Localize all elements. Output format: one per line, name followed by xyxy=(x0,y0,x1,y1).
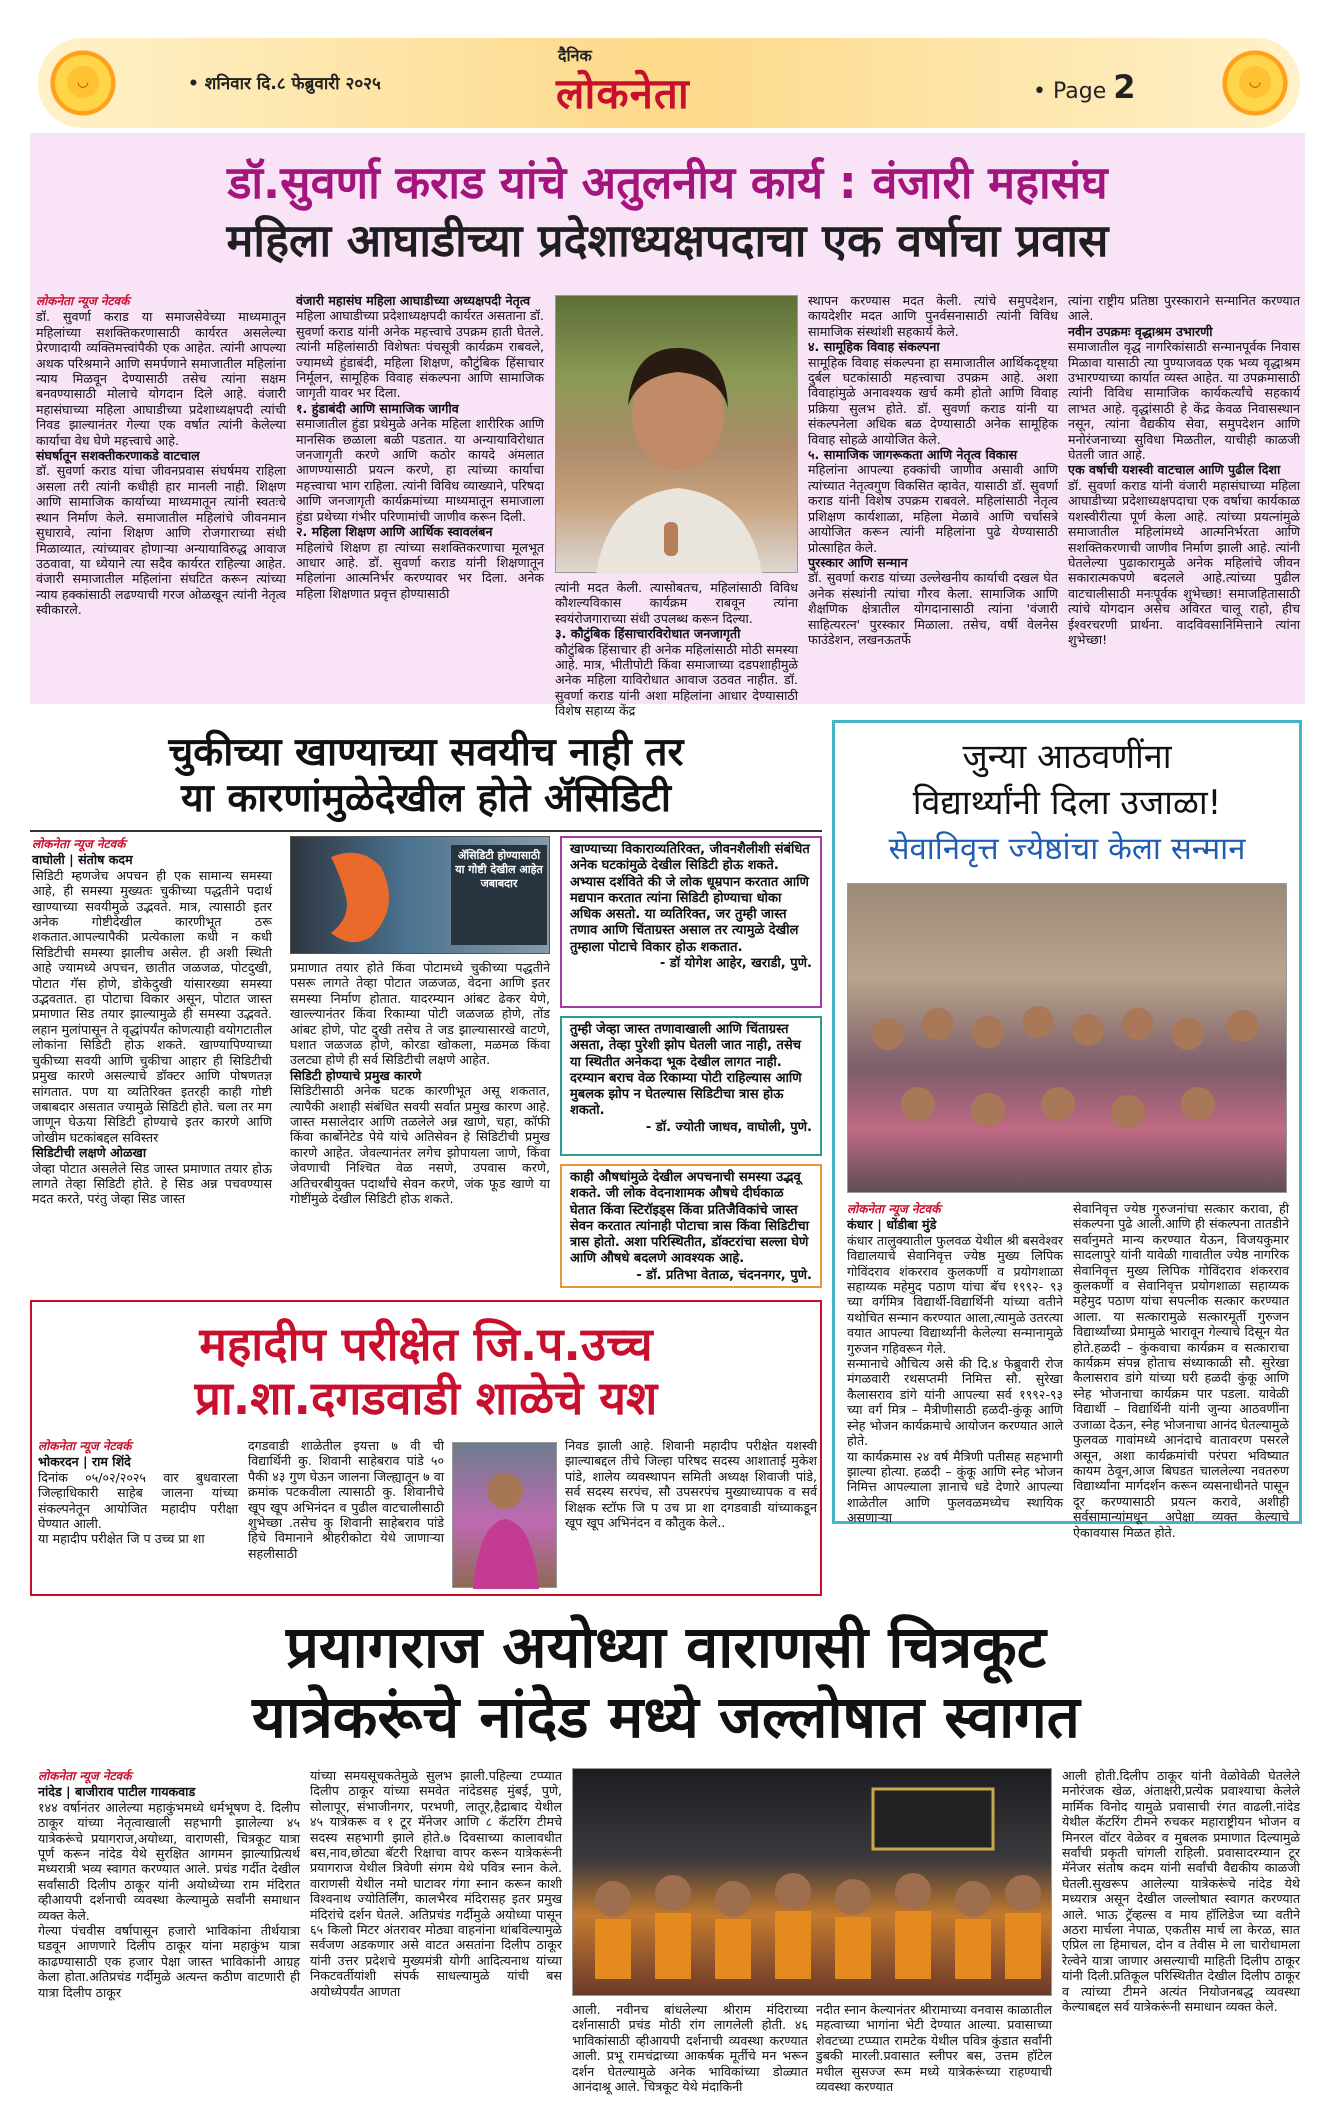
story1-headline-line2: महिला आघाडीच्या प्रदेशाध्यक्षपदाचा एक वर्षाचा प्रवास xyxy=(226,214,1109,267)
group-photo xyxy=(847,883,1287,1193)
story3-headline-line1: जुन्या आठवणींना xyxy=(962,737,1172,777)
story-suvarna-karad xyxy=(30,133,1305,719)
story5-headline-line2: यात्रेकरूंचे नांदेड मध्ये जल्लोषात स्वागत xyxy=(252,1683,1080,1751)
story-pilgrims xyxy=(30,1606,1302,2111)
byline: कंधार | धोंडीबा मुंडे xyxy=(847,1217,937,1233)
story2-headline-line2: या कारणांमुळेदेखील होते ॲसिडिटी xyxy=(181,776,671,821)
story4-column-2: दगडवाडी शाळेतील इयत्ता ७ वी ची विद्यार्थिनी कु. शिवानी साहेबराव पांडे ५० पैकी ४३ गुण घेऊन जालना जिल्ह्यातून ७ वा क्रमांक पटकवीला त्यासाठी कु. शिवानीचे खूप खूप अभिनंदन व पुढील वाटचालीसाठी शुभेच्छा .तसेच कु शिवानी साहेबराव पांडे हिचे विमानाने श्रीहरीकोटा येथे जाणाऱ्या सहलीसाठी xyxy=(248,1438,444,1561)
student-photo xyxy=(452,1442,557,1588)
story4-column-3: निवड झाली आहे. शिवानी महादीप परीक्षेत यशस्वी झाल्याबद्दल तीचे जिल्हा परिषद सदस्य आशाताई मुकेश पांडे, शालेय व्यवस्थापन समिती अध्यक्ष शिवाजी पांडे, सर्व सदस्य सरपंच, सौ उपसरपंच मुख्याध्यापक व सर्व शिक्षक स्टॉफ जि प उच प्रा शा दगडवाडी यांच्याकडून खूप खूप अभिनंदन व कौतुक केले.. xyxy=(565,1438,817,1531)
portrait-photo xyxy=(555,295,798,573)
stomach-icon xyxy=(291,837,451,955)
doctor-quote-2: तुम्ही जेव्हा जास्त तणावाखाली आणि चिंताग्रस्त असता, तेव्हा पुरेशी झोप घेतली जात नाही, तसेच या स्थितीत अनेकदा भूक देखील लागत नाही. दरम्यान बराच वेळ रिकाम्या पोटी राहिल्यास आणि मुबलक झोप न घेतल्यास सिडिटीचा त्रास होऊ शकतो. - डॉ. ज्योती जाधव, वाघोली, पुणे. xyxy=(560,1016,822,1156)
doctor-quote-1: खाण्याच्या विकाराव्यतिरिक्त, जीवनशैलीशी संबंधित अनेक घटकांमुळे देखील सिडिटी होऊ शकते. अभ्यास दर्शविते की जे लोक धूम्रपान करतात आणि मद्यपान करतात त्यांना सिडिटी होण्याचा धोका अधिक असतो. या व्यतिरिक्त, जर तुम्ही जास्त तणाव आणि चिंताग्रस्त असाल तर त्यामुळे देखील तुम्हाला पोटाचे विकार होऊ शकतात. - डॉ योगेश आहेर, खराडी, पुणे. xyxy=(560,836,822,1008)
story1-column-5: त्यांना राष्ट्रीय प्रतिष्ठा पुरस्काराने सन्मानित करण्यात आले. नवीन उपक्रमः वृद्धाश्रम उभारणी समाजातील वृद्ध नागरिकांसाठी सन्मानपूर्वक निवास मिळावा यासाठी त्या पुण्याजवळ एक भव्य वृद्धाश्रम उभारण्याच्या कार्यात व्यस्त आहेत. या उपक्रमासाठी त्यांनी विविध सामाजिक कार्यकर्त्यांचे सहकार्य लाभत आहे. वृद्धांसाठी हे केंद्र केवळ निवासस्थान नसून, त्यांना वैद्यकीय सेवा, समुपदेशन आणि मनोरंजनाच्या सुविधा मिळतील, याचीही काळजी घेतली जात आहे. एक वर्षाची यशस्वी वाटचाल आणि पुढील दिशा डॉ. सुवर्णा कराड यांनी वंजारी महासंघाच्या महिला आघाडीच्या प्रदेशाध्यक्षपदाचा एक वर्षाचा कार्यकाळ यशस्वीरीत्या पूर्ण केला आहे. त्यांच्या प्रयत्नांमुळे समाजातील महिलांमध्ये आत्मनिर्भरता आणि सशक्तिकरणाची जाणीव निर्माण झाली आहे. त्यांनी घेतलेल्या पुढाकारामुळे अनेक महिलांचे जीवन सकारात्मकपणे बदलले आहे.त्यांच्या पुढील वाटचालीसाठी मनःपूर्वक शुभेच्छा! समाजहितासाठी त्यांचे योगदान असेच अविरत चालू राहो, हीच ईश्वरचरणी प्रार्थना. वादविवसानिमित्ताने त्यांना शुभेच्छा! xyxy=(1068,293,1300,647)
subheading: संघर्षातून सशक्तीकरणाकडे वाटचाल xyxy=(36,448,200,464)
story-reunion xyxy=(832,720,1302,1540)
masthead xyxy=(38,38,1300,128)
byline: वाघोली | संतोष कदम xyxy=(32,852,133,868)
story3-headline-line3: सेवानिवृत्त ज्येष्ठांचा केला सन्मान xyxy=(888,831,1246,867)
student-icon xyxy=(453,1443,558,1589)
sun-face-icon: ◡ xyxy=(1216,44,1294,122)
paper-name: लोकनेता xyxy=(556,69,690,118)
image-caption: ॲसिडिटी होण्यासाठी या गोष्टी देखील आहेत जबाबदार xyxy=(451,845,547,945)
story4-headline-line1: महादीप परीक्षेत जि.प.उच्च xyxy=(199,1317,653,1371)
story5-column-3: आली. नवीनच बांधलेल्या श्रीराम मंदिराच्या दर्शनासाठी प्रचंड मोठी रांग लागलेली होती. ४६ भाविकांसाठी व्हीआयपी दर्शनाची व्यवस्था करण्यात आली. प्रभू रामचंद्राच्या आकर्षक मूर्तीचे मन भरून दर्शन घेतल्यामुळे अनेक भाविकांच्या डोळ्यात आनंदाश्रू आले. चित्रकूट येथे मंदाकिनी xyxy=(572,2002,808,2095)
story3-column-1: लोकनेता न्यूज नेटवर्क कंधार | धोंडीबा मुंडे कंधार तालुक्यातील फुलवळ येथील श्री बसवेश्वर विद्यालयाचे सेवानिवृत्त ज्येष्ठ मुख्य लिपिक गोविंदराव शंकरराव कुलकर्णी व प्रयोगशाळा सहाय्यक महेमुद पठाण यांचा बॅच १९९२- ९३ च्या वर्गमित्र विद्यार्थी-विद्यार्थिनी यांच्या वतीने यथोचित सन्मान करण्यात आला,त्यामुळे उतरत्या वयात आपल्या विद्यार्थ्यांनी केलेल्या सन्मानामुळे गुरुजन गहिवरून गेले. सन्मानाचे औचित्य असे की दि.४ फेब्रुवारी रोज मंगळवारी रथसप्तमी निमित्त सौ. सुरेखा कैलासराव डांगे यांनी आपल्या सर्व १९९२-९३ च्या वर्ग मित्र – मैत्रीणीसाठी हळदी-कुंकू आणि स्नेह भोजन कार्यक्रमाचे आयोजन करण्यात आले होते. या कार्यक्रमास २४ वर्ष मैत्रिणी पतीसह सहभागी झाल्या होत्या. हळदी – कुंकू आणि स्नेह भोजन निमित्त आपल्याला ज्ञानाचे धडे देणारे आपल्या शाळेतील आणि फुलवळमध्येच स्थायिक असणाऱ्या xyxy=(847,1202,1063,1526)
page-indicator: • Page 2 xyxy=(1033,68,1136,106)
crowd-icon xyxy=(573,1769,1053,1997)
story1-column-1: लोकनेता न्यूज नेटवर्क डॉ. सुवर्णा कराड या समाजसेवेच्या माध्यमातून महिलांच्या सशक्तिकरणासाठी कार्यरत असलेल्या प्रेरणादायी व्यक्तिमत्त्वांपैकी एक आहेत. त्यांनी आपल्या अथक परिश्रमाने आणि समर्पणाने समाजातील महिलांना न्याय मिळवून देण्यासाठी तसेच त्यांना सक्षम बनवण्यासाठी मोलाचे योगदान दिले आहे. वंजारी महासंघाच्या महिला आघाडीच्या प्रदेशाध्यक्षपदी त्यांची निवड झाल्यानंतर गेल्या एक वर्षात त्यांनी केलेल्या कार्याचा वेध घेणे महत्त्वाचे आहे. संघर्षातून सशक्तीकरणाकडे वाटचाल डॉ. सुवर्णा कराड यांचा जीवनप्रवास संघर्षमय राहिला असला तरी त्यांनी कधीही हार मानली नाही. शिक्षण आणि सामाजिक कार्याच्या माध्यमातून त्यांनी स्वतःचे स्थान निर्माण केले. समाजातील महिलांचे जीवनमान सुधारावे, त्यांना शिक्षण आणि रोजगाराच्या संधी मिळाव्यात, त्यांच्यावर होणाऱ्या अन्यायाविरुद्ध आवाज उठवावा, या ध्येयाने त्या सदैव कार्यरत राहिल्या आहेत. वंजारी समाजातील महिलांना संघटित करून त्यांच्या न्याय हक्कांसाठी लढण्याची गरज ओळखून त्यांनी नेतृत्व स्वीकारले. xyxy=(36,294,286,618)
byline: नांदेड | बाजीराव पाटील गायकवाड xyxy=(38,1784,196,1800)
story-mahadip-exam xyxy=(30,1300,822,1596)
news-tag: लोकनेता न्यूज नेटवर्क xyxy=(36,294,130,308)
story2-headline-line1: चुकीच्या खाण्याच्या सवयीच नाही तर xyxy=(168,730,684,775)
story2-column-2: प्रमाणात तयार होते किंवा पोटामध्ये चुकीच्या पद्धतीने पसरू लागते तेव्हा पोटात जळजळ, वेदना आणि इतर समस्या निर्माण होतात. यादरम्यान आंबट ढेकर येणे, खाल्ल्यानंतर किंवा रिकाम्या पोटी जळजळ होणे, तोंड आंबट होणे, पोट दुखी तसेच ते जड झाल्यासारखे वाटणे, घशात जळजळ होणे, कोरडा खोकला, मळमळ किंवा उलट्या होणे ही सर्व सिडिटीची लक्षणे आहेत. सिडिटी होण्याचे प्रमुख कारणे सिडिटीसाठी अनेक घटक कारणीभूत असू शकतात, त्यापैकी अशाही संबंधित सवयी सर्वात प्रमुख कारण आहे. जास्त मसालेदार आणि तळलेले अन्न खाणे, चहा, कॉफी किंवा कार्बोनेटेड पेये यांचे अतिसेवन हे सिडिटीची प्रमुख कारणे आहेत. जेवल्यानंतर लगेच झोपायला जाणे, किंवा जेवणाची निश्चित वेळ नसणे, उपवास करणे, अतिचरबीयुक्त पदार्थांचे सेवन करणे, जंक फूड खाणे या गोष्टींमुळे देखील सिडिटी होऊ शकते. xyxy=(290,960,550,1207)
story3-headline-line2: विद्यार्थ्यांनी दिला उजाळा! xyxy=(912,783,1222,823)
story1-headline-line1: डॉ.सुवर्णा कराड यांचे अतुलनीय कार्य : वंजारी महासंघ xyxy=(227,156,1108,209)
story5-column-2: यांच्या समयसूचकतेमुळे सुलभ झाली.पहिल्या टप्प्यात दिलीप ठाकूर यांच्या समवेत नांदेडसह मुंबई, पुणे, सोलापूर, संभाजीनगर, परभणी, लातूर,हैद्राबाद येथील ४५ यात्रेकरू व १ टूर मॅनेजर आणि ८ कॅटरिंग टीमचे सदस्य सहभागी झाले होते.७ दिवसाच्या कालावधीत बस,नाव,छोट्या बॅटरी रिक्षाचा वापर करून यात्रेकरूंनी प्रयागराज येथील त्रिवेणी संगम येथे पवित्र स्नान केले. वाराणसी येथील नमो घाटावर गंगा स्नान करून काशी विश्वनाथ ज्योतिर्लिंग, कालभैरव मंदिरासह इतर प्रमुख मंदिरांचे दर्शन घेतले. अतिप्रचंड गर्दीमुळे अयोध्या पासून ६५ किलो मिटर अंतरावर मोठ्या वाहनांना थांबविल्यामुळे सर्वजण अडकणार असे वाटत असतांना दिलीप ठाकूर यांनी उत्तर प्रदेशचे मुख्यमंत्री योगी आदित्यनाथ यांच्या निकटवर्तीयांशी संपर्क साधल्यामुळे यांची बस अयोध्येपर्यंत आणता xyxy=(310,1768,562,1999)
doctor-quote-3: काही औषधांमुळे देखील अपचनाची समस्या उद्भवू शकते. जी लोक वेदनाशामक औषधे दीर्घकाळ घेतात किंवा स्टिरॉइड्स किंवा प्रतिजैविकांचे जास्त सेवन करतात त्यांनाही पोटाचा त्रास किंवा सिडिटीचा त्रास होतो. अशा परिस्थितीत, डॉक्टरांचा सल्ला घेणे आणि औषधे बदलणे आवश्यक आहे. - डॉ. प्रतिभा वेताळ, चंदननगर, पुणे. xyxy=(560,1164,822,1288)
story1-column-3: त्यांनी मदत केली. त्यासोबतच, महिलांसाठी विविध कौशल्यविकास कार्यक्रम राबवून त्यांना स्वयंरोजगाराच्या संधी उपलब्ध करून दिल्या. ३. कौटुंबिक हिंसाचारविरोधात जनजागृती कौटुंबिक हिंसाचार ही अनेक महिलांसाठी मोठी समस्या आहे. मात्र, भीतीपोटी किंवा समाजाच्या दडपशाहीमुळे अनेक महिला याविरोधात आवाज उठवत नाहीत. डॉ. सुवर्णा कराड यांनी अशा महिलांना आधार देण्यासाठी विशेष सहाय्य केंद्र xyxy=(555,580,798,719)
woman-portrait-icon xyxy=(556,296,799,574)
story5-column-1: लोकनेता न्यूज नेटवर्क नांदेड | बाजीराव पाटील गायकवाड १४४ वर्षानंतर आलेल्या महाकुंभमध्ये धर्मभूषण दे. दिलीप ठाकूर यांच्या नेतृत्वाखाली सहभागी झालेल्या ४५ यात्रेकरूंचे प्रयागराज,अयोध्या, वाराणसी, चित्रकूट यात्रा पूर्ण करून नांदेड येथे सुरक्षित आगमन झाल्याप्रित्यर्थ मध्यरात्री भव्य स्वागत करण्यात आले. प्रचंड गर्दीत देखील सर्वांसाठी दिलीप ठाकूर यांनी अयोध्येच्या राम मंदिरात व्हीआयपी दर्शनाची व्यवस्था केल्यामुळे सर्वांनी समाधान व्यक्त केले. गेल्या पंचवीस वर्षापासून हजारो भाविकांना तीर्थयात्रा घडवून आणणारे दिलीप ठाकूर यांना महाकुंभ यात्रा काढण्यासाठी एक हजार पेक्षा जास्त भाविकांनी आग्रह केला होता.अतिप्रचंड गर्दीमुळे अत्यन्त कठीण वाटणारी ही यात्रा दिलीप ठाकूर xyxy=(38,1769,300,2000)
story1-column-2: वंजारी महासंघ महिला आघाडीच्या अध्यक्षपदी नेतृत्व महिला आघाडीच्या प्रदेशाध्यक्षपदी कार्यरत असताना डॉ. सुवर्णा कराड यांनी अनेक महत्त्वाचे उपक्रम हाती घेतले. त्यांनी महिलांसाठी विशेषतः पंचसूत्री कार्यक्रम राबवले, ज्यामध्ये हुंडाबंदी, महिला शिक्षण, कौटुंबिक हिंसाचार निर्मूलन, सामूहिक विवाह संकल्पना आणि सामाजिक जागृती यावर भर दिला. १. हुंडाबंदी आणि सामाजिक जागीव समाजातील हुंडा प्रथेमुळे अनेक महिला शारीरिक आणि मानसिक छळाला बळी पडतात. या अन्यायाविरोधात जनजागृती करणे आणि कठोर कायदे अंमलात आणण्यासाठी प्रयत्न करणे, हा त्यांच्या कार्याचा महत्त्वाचा भाग राहिला. त्यांनी विविध व्याख्याने, परिषदा आणि जनजागृती कार्यक्रमांच्या माध्यमातून समाजाला हुंडा प्रथेच्या गंभीर परिणामांची जाणीव करून दिली. २. महिला शिक्षण आणि आर्थिक स्वावलंबन महिलांचे शिक्षण हा त्यांच्या सशक्तिकरणाचा मूलभूत आधार आहे. डॉ. सुवर्णा कराड यांनी शिक्षणातून महिलांना आत्मनिर्भर करण्यावर भर दिला. अनेक महिला शिक्षणात प्रवृत्त होण्यासाठी xyxy=(296,293,544,601)
pilgrims-welcome-photo xyxy=(572,1768,1052,1996)
story1-column-4: स्थापन करण्यास मदत केली. त्यांचे समुपदेशन, कायदेशीर मदत आणि पुनर्वसनासाठी त्यांनी विविध सामाजिक संस्थांशी सहकार्य केले. ४. सामूहिक विवाह संकल्पना सामूहिक विवाह संकल्पना हा समाजातील आर्थिकदृष्ट्या दुर्बल घटकांसाठी महत्त्वाचा उपक्रम आहे. अशा विवाहांमुळे अनावश्यक खर्च कमी होतो आणि विवाह प्रक्रिया सुलभ होते. डॉ. सुवर्णा कराड यांनी या संकल्पनेला अधिक बळ देण्यासाठी अनेक सामूहिक विवाह सोहळे आयोजित केले. ५. सामाजिक जागरूकता आणि नेतृत्व विकास महिलांना आपल्या हक्कांची जाणीव असावी आणि त्यांच्यात नेतृत्वगुण विकसित व्हावेत, यासाठी डॉ. सुवर्णा कराड यांनी विशेष उपक्रम राबवले. महिलांसाठी नेतृत्व प्रशिक्षण कार्यशाळा, महिला मेळावे आणि चर्चासत्रे आयोजित करून त्यांनी महिलांना पुढे येण्यासाठी प्रोत्साहित केले. पुरस्कार आणि सन्मान डॉ. सुवर्णा कराड यांच्या उल्लेखनीय कार्याची दखल घेत अनेक संस्थांनी त्यांचा गौरव केला. सामाजिक आणि शैक्षणिक क्षेत्रातील योगदानासाठी त्यांना 'वंजारी साहित्यरत्न' पुरस्कार मिळाला. तसेच, वर्षी वेलनेस फाउंडेशन, लखनऊतर्फे xyxy=(808,293,1058,647)
divider xyxy=(30,830,822,832)
story5-column-4: नदीत स्नान केल्यानंतर श्रीरामाच्या वनवास काळातील महत्वाच्या भागांना भेटी देण्यात आल्या. प्रवासाच्या शेवटच्या टप्प्यात रामटेक येथील पवित्र कुंडात सर्वांनी डुबकी मारली.प्रवासात स्लीपर बस, उत्तम हॉटेल मधील सुसज्ज रूम मध्ये यात्रेकरूंच्या राहण्याची व्यवस्था करण्यात xyxy=(816,2002,1052,2095)
story5-column-5: आली होती.दिलीप ठाकूर यांनी वेळोवेळी घेतलेले मनोरंजक खेळ, अंताक्षरी,प्रत्येक प्रवाश्याचा केलेले मार्मिक विनोद यामुळे प्रवासाची रंगत वाढली.नांदेड येथील कॅटरिंग टीमने रुचकर महाराष्ट्रीयन भोजन व मिनरल वॉटर वेळेवर व मुबलक प्रमाणात दिल्यामुळे सर्वांची प्रकृती चांगली राहिली. प्रवासादरम्यान टूर मॅनेजर संतोष कदम यांनी सर्वांची वैद्यकीय काळजी घेतली.सुखरूप आलेल्या यात्रेकरूंचे नांदेड येथे मध्यरात्र असून देखील जल्लोषात स्वागत करण्यात आले. भाऊ ट्रॅव्हल्स व माय हॉलिडेज च्या वतीने अठरा मार्चला नेपाळ, एकतीस मार्च ला केरळ, सात एप्रिल ला हिमाचल, दोन व तेवीस मे ला चारोधामला रेल्वेने यात्रा जाणार असल्याची माहिती दिलीप ठाकूर यांनी दिली.प्रतिकूल परिस्थितीत देखील दिलीप ठाकूर व त्यांच्या टीमने अत्यंत नियोजनबद्ध व्यवस्था केल्याबद्दल सर्व यात्रेकरूंनी समाधान व्यक्त केले. xyxy=(1062,1768,1300,2015)
group-people-icon xyxy=(848,884,1288,1194)
paper-prefix: दैनिक xyxy=(558,46,592,65)
story4-headline-line2: प्रा.शा.दगडवाडी शाळेचे यश xyxy=(194,1371,658,1425)
story5-headline-line1: प्रयागराज अयोध्या वाराणसी चित्रकूट xyxy=(286,1613,1046,1681)
story4-column-1: लोकनेता न्यूज नेटवर्क भोकरदन | राम शिंदे दिनांक ०५/०२/२०२५ वार बुधवारला जिल्हाधिकारी साहेब जालना यांच्या संकल्पनेतून आयोजित महादीप परीक्षा घेण्यात आली. या महादीप परीक्षेत जि प उच्च प्रा शा xyxy=(38,1439,238,1547)
byline: भोकरदन | राम शिंदे xyxy=(38,1454,131,1470)
story2-column-1: लोकनेता न्यूज नेटवर्क वाघोली | संतोष कदम सिडिटी म्हणजेच अपचन ही एक सामान्य समस्या आहे, ही समस्या मुख्यतः चुकीच्या पद्धतीने पदार्थ खाण्याच्या सवयीमुळे उद्भवते. मात्र, त्यासाठी इतर अनेक गोष्टीदेखील कारणीभूत ठरू शकतात.आपल्यापैकी प्रत्येकाला कधी न कधी सिडिटीची समस्या झालीच असेल. ही अशी स्थिती आहे ज्यामध्ये अपचन, छातीत जळजळ, पोटदुखी, पोटात गॅस होणे, डोकेदुखी यांसारख्या समस्या उद्भवतात. हा पोटाचा विकार असून, पोटात जास्त प्रमाणात सिड तयार झाल्यामुळे ही समस्या उद्भवते. लहान मुलांपासून ते वृद्धांपर्यंत कोणत्याही वयोगटातील लोकांना सिडिटी होऊ शकते. खाण्यापिण्याच्या चुकीच्या सवयी आणि चुकीचा आहार ही सिडिटीची प्रमुख कारणे असल्याचे डॉक्टर आणि पोषणतज्ञ सांगतात. पण या व्यतिरिक्त इतरही काही गोष्टी जबाबदार असतात ज्यामुळे सिडिटी होते. चला तर मग जाणून घेऊया सिडिटी होण्याचे इतर कारणे आणि जोखीम घटकांबद्दल सविस्तर सिडिटीची लक्षणे ओळखा जेव्हा पोटात असलेले सिड जास्त प्रमाणात तयार होऊ लागते तेव्हा सिडिटी होते. हे सिड अन्न पचवण्यास मदत करते, परंतु जेव्हा सिड जास्त xyxy=(32,837,272,1207)
story3-column-2: सेवानिवृत्त ज्येष्ठ गुरुजनांचा सत्कार करावा, ही संकल्पना पुढे आली.आणि ही संकल्पना तातडीने सर्वानुमते मान्य करण्यात येऊन, विजयकुमार सादलापुरे यांनी यावेळी गावातील ज्येष्ठ नागरिक सेवानिवृत्त मुख्य लिपिक गोविंदराव शंकरराव कुलकर्णी व सेवानिवृत्त प्रयोगशाळा सहाय्यक महेमुद पठाण यांचा सपत्नीक सत्कार करण्यात आला. या सत्कारामुळे सत्कारमूर्ती गुरुजन विद्यार्थ्यांच्या प्रेमामुळे भारावून गेल्याचे दिसून येत होते.हळदी – कुंकवाचा कार्यक्रम व सत्काराचा कार्यक्रम संपन्न होताच संध्याकाळी सौ. सुरेखा कैलासराव डांगे यांच्या घरी हळदी कुंकू आणि स्नेह भोजनाचा कार्यक्रम पार पडला. यावेळी विद्यार्थी – विद्यार्थिनी यांनी जुन्या आठवणींना उजाळा देऊन, स्नेह भोजनाचा आनंद घेतल्यामुळे फुलवळ गावांमध्ये आनंदाचे वातावरण पसरले असून, अशा कार्यक्रमांची परंपरा भविष्यात कायम ठेवून,आज बिघडत चाललेल्या नवतरुण विद्यार्थ्यांना मार्गदर्शन करून व्यसनाधीनते पासून दूर करण्यासाठी प्रयत्न करावे, अशीही सर्वसामान्यांमधून अपेक्षा व्यक्त केल्याचे ऐकावयास मिळत होते. xyxy=(1073,1201,1289,1540)
issue-date: • शनिवार दि.८ फेब्रुवारी २०२५ xyxy=(188,74,381,94)
acidity-illustration xyxy=(290,836,550,954)
sun-face-icon: ◡ xyxy=(44,44,122,122)
story-acidity xyxy=(30,712,822,1292)
